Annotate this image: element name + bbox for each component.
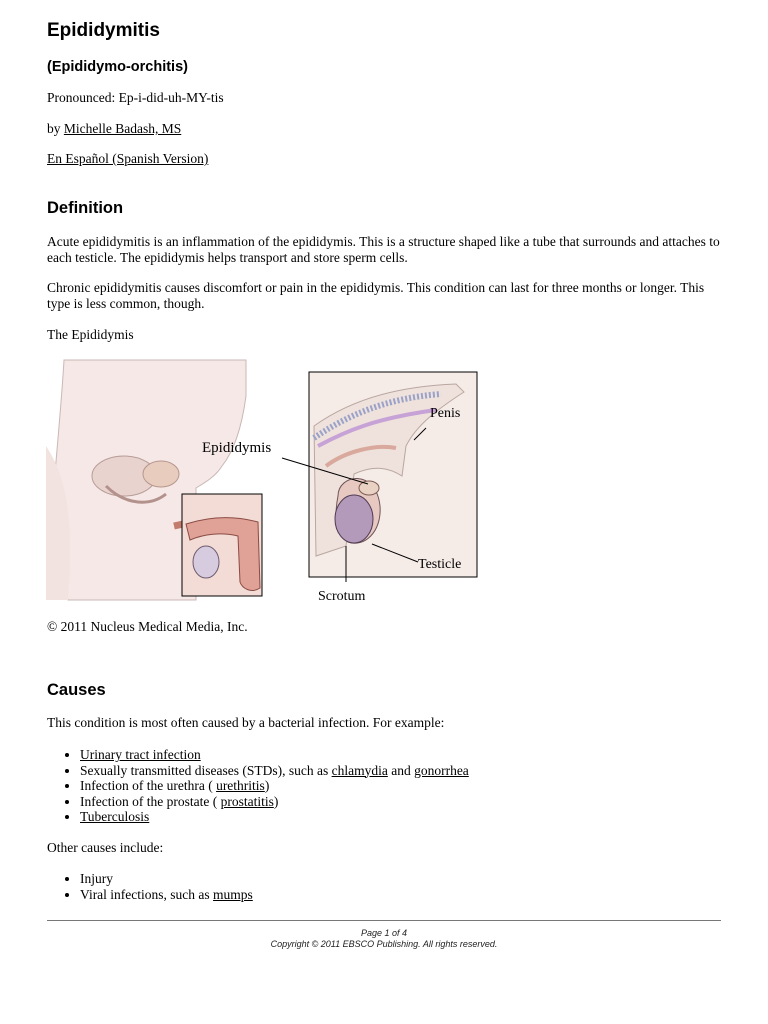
figure-caption: The Epididymis [47,327,134,342]
list-item-text: Sexually transmitted diseases (STDs), such as [80,762,332,778]
testicle-label: Testicle [418,557,462,572]
list-item [80,747,469,763]
scrotum-label: Scrotum [318,589,366,604]
figure-copyright: © 2011 Nucleus Medical Media, Inc. [47,619,248,634]
penis-label: Penis [430,406,461,421]
list-item-text: Infection of the urethra ( [80,778,217,793]
list-item-text: Viral infections, such as [80,886,214,902]
footer-copyright: Copyright © 2011 EBSCO Publishing. All rights reserved. [270,939,498,949]
list-item: • Injury [80,871,253,887]
list-item [80,887,253,903]
footer-divider [47,920,721,921]
other-causes-intro: Other causes include: [47,840,164,855]
urinary-tract-infection-link[interactable]: Urinary tract infection [80,747,201,762]
chlamydia-link[interactable]: chlamydia [331,762,388,778]
byline [47,121,727,137]
list-item [80,778,469,794]
mumps-link[interactable]: mumps [213,886,253,902]
urethritis-link[interactable]: urethritis [216,778,265,793]
page-number: Page 1 of 4 [360,928,408,938]
list-item-text: ) [273,793,279,809]
by-label: by [47,121,64,136]
list-item-text: ) [264,778,270,793]
tuberculosis-link[interactable]: Tuberculosis [80,809,150,824]
definition-heading: Definition [47,199,124,217]
list-item [80,809,469,825]
pronunciation [47,90,727,106]
list-item-text: and [387,762,415,778]
causes-heading: Causes [47,681,106,699]
causes-list [47,747,469,825]
gonorrhea-link[interactable]: gonorrhea [414,762,469,778]
causes-intro: This condition is most often caused by a bacterial infection. For example: [47,715,445,730]
other-causes-list [47,871,253,902]
epididymis-label: Epididymis [202,440,272,456]
epididymis-illustration [46,356,486,606]
spanish-version-line [47,151,727,167]
page-title: Epididymitis [47,20,160,41]
pronounced-label: Pronounced: [47,90,119,105]
anatomy-figure [46,356,486,606]
prostatitis-link[interactable]: prostatitis [220,793,274,809]
author-link[interactable]: Michelle Badash, MS [63,121,182,136]
list-item [80,794,469,810]
spanish-version-link[interactable]: En Español (Spanish Version) [47,151,209,166]
pronounced-value: Ep-i-did-uh-MY-tis [118,90,224,105]
definition-paragraph-1: Acute epididymitis is an inflammation of the epididymis. This is a structure shaped like a tube that surrounds and attaches to each testicle. The epididymis helps transport and store sperm cells. [47,234,720,265]
list-item [80,763,469,779]
definition-paragraph-2: Chronic epididymitis causes discomfort or pain in the epididymis. This condition can last for three months or longer. This type is less common, though. [47,280,705,311]
page-subtitle: (Epididymo-orchitis) [47,59,188,75]
list-item-text: Infection of the prostate ( [80,793,221,809]
